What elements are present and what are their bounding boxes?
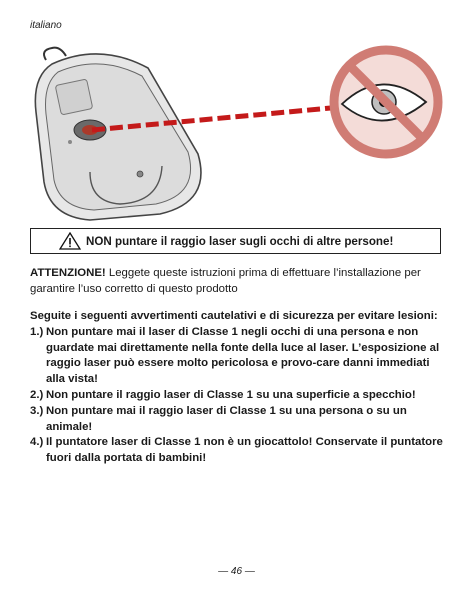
attention-text: Leggete queste istruzioni prima di effettuare l’installazione per garantire l’uso corretto di questo prodotto	[30, 267, 421, 295]
mouse-underside-icon	[35, 54, 201, 220]
item-number: 2.)	[30, 388, 44, 401]
safety-rules	[30, 309, 445, 467]
attention-label: ATTENZIONE!	[30, 267, 106, 279]
item-text: Non puntare il raggio laser di Classe 1 su una superficie a specchio!	[46, 388, 416, 401]
list-item	[30, 435, 445, 467]
list-item	[30, 404, 445, 436]
item-text: Non puntare mai il laser di Classe 1 negli occhi di una persona e non guardate mai direttamente nella fonte della luce al laser. L’esposizione al raggio laser può essere molto pericolosa e provo-care danni immediati alla vista!	[46, 325, 440, 386]
item-text: Il puntatore laser di Classe 1 non è un giocattolo! Conservate il puntatore fuori dalla portata di bambini!	[46, 436, 443, 465]
mouse-cable	[44, 48, 66, 60]
list-item	[30, 325, 445, 388]
warning-text: NON puntare il raggio laser sugli occhi di altre persone!	[86, 234, 394, 248]
item-text: Non puntare mai il raggio laser di Classe 1 su una persona o su un animale!	[46, 404, 407, 433]
prohibited-sign-icon	[334, 50, 438, 154]
rules-intro: Seguite i seguenti avvertimenti cautelativi e di sicurezza per evitare lesioni:	[30, 310, 438, 322]
rules-list	[30, 325, 445, 467]
warning-triangle-icon	[59, 232, 81, 250]
warning-box	[30, 228, 441, 254]
item-number: 4.)	[30, 436, 44, 449]
item-number: 3.)	[30, 404, 44, 417]
laser-safety-illustration	[30, 42, 445, 222]
list-item	[30, 388, 445, 404]
page-number: — 46 —	[218, 566, 255, 577]
attention-paragraph	[30, 265, 445, 297]
item-number: 1.)	[30, 325, 44, 338]
language-label: italiano	[30, 20, 62, 31]
